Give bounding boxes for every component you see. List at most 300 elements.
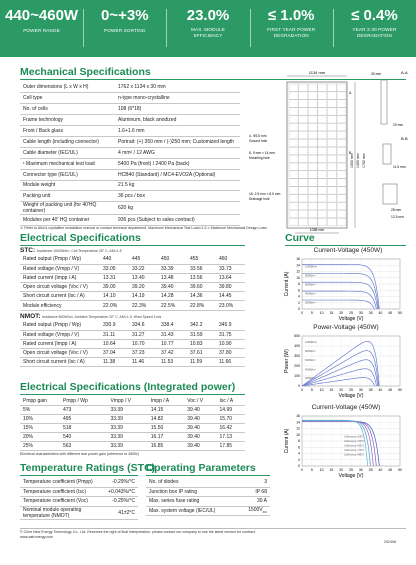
y-tick-label: 0 (298, 384, 300, 389)
cell-value: 14.36 (187, 292, 216, 301)
cell-value: 16.42 (217, 424, 245, 433)
column-header: Voc / V (184, 397, 216, 406)
x-tick-label: 30 (358, 388, 363, 392)
cell (308, 116, 317, 123)
y-tick-label: 10 (296, 275, 300, 280)
cell-value: 450 (158, 255, 187, 264)
cell-value: 39.40 (184, 433, 216, 442)
cell-value: 13.31 (100, 273, 129, 282)
table-row (20, 339, 245, 348)
cell (308, 131, 317, 138)
table-row (20, 215, 240, 226)
depth-d2: 11.5 mm (393, 165, 406, 169)
cell (289, 100, 298, 107)
pv-irradiance-chart (280, 332, 408, 402)
y-tick-label: 4 (298, 294, 300, 299)
x-tick-label: 40 (378, 468, 383, 472)
mechanical-note: ① Refer to Aiko's crystalline installation manual or contact technical department. Maximum Mechanical Test Load=1.5 × Maximum Mechanical Design Load. (20, 226, 268, 230)
row-label: Rated current (Impp / A) (20, 273, 100, 282)
row-label: Temperature coefficient (Isc) (20, 487, 100, 496)
cell-value: 14.99 (217, 406, 245, 415)
cell-value: 22.0% (100, 301, 129, 310)
chart-iv-temp-title: Current-Voltage (450W) (311, 404, 381, 411)
table-row (146, 487, 270, 496)
ground-hole-spec: 4- Φ3.5 mm (249, 134, 267, 138)
cell (327, 100, 336, 107)
cell-value: 33.39 (158, 264, 187, 273)
marker-b: B (349, 151, 352, 155)
header-value: ≤ 0.4% (351, 7, 398, 24)
header-first-year-degradation (250, 0, 333, 57)
cell-grid (289, 84, 346, 226)
section-rule (20, 394, 245, 395)
cell (308, 139, 317, 146)
mechanical-title: Mechanical Specifications (20, 66, 151, 78)
y-tick-label: 16 (296, 414, 300, 419)
x-tick-label: 15 (329, 311, 334, 315)
cell-value: 518 (60, 424, 107, 433)
cell (308, 187, 317, 194)
unit-subscript: DC (262, 509, 267, 514)
integrated-title: Electrical Specifications (Integrated power) (20, 381, 236, 393)
cell-value: 11.59 (187, 358, 216, 367)
table-row (20, 104, 240, 115)
cell-value: 33.05 (100, 264, 129, 273)
cell-value: 22.8% (187, 301, 216, 310)
y-tick-label: 16 (296, 257, 300, 262)
section-a-profile (381, 80, 387, 124)
nmot-cond-text: Irradiance 800W/m², Ambient Temperature 20° C, AM=1.5, Wind Speed 1m/s (42, 315, 162, 319)
cell-value: 17.13 (217, 433, 245, 442)
header-label: FIRST YEAR POWER DEGRADATION (267, 27, 316, 38)
x-axis-label: Voltage (V) (338, 473, 364, 479)
temp-table (20, 478, 138, 520)
cell (327, 116, 336, 123)
cell-value: 39.60 (187, 283, 216, 292)
cell (337, 155, 346, 162)
stc-label: STC: (20, 247, 36, 254)
table-row (20, 158, 240, 169)
cell (289, 92, 298, 99)
cell (327, 124, 336, 131)
cell-value: 11.66 (216, 358, 245, 367)
cell (308, 108, 317, 115)
cell (318, 155, 327, 162)
x-tick-label: 15 (329, 388, 334, 392)
cell (337, 147, 346, 154)
cell-value: 37.04 (100, 349, 129, 358)
cell (318, 147, 327, 154)
cell (337, 100, 346, 107)
cell (299, 203, 308, 210)
cell-value: 39.80 (216, 283, 245, 292)
table-row (20, 321, 245, 330)
cell (337, 195, 346, 202)
cell-value: 37.42 (158, 349, 187, 358)
cell-value: 10.77 (158, 339, 187, 348)
cell (289, 179, 298, 186)
cell-value: HCB40 (Standard) / MC4-EVO2A (Optional) (115, 169, 240, 180)
cell (337, 131, 346, 138)
module-drawing (243, 68, 413, 238)
cell-value: 31.43 (158, 330, 187, 339)
row-label: Connector type (IEC/UL) (20, 169, 115, 180)
cell (308, 195, 317, 202)
cell-value: 460 (216, 255, 245, 264)
y-tick-label: 400 (294, 344, 300, 349)
cell (299, 131, 308, 138)
row-label: Packing unit (20, 191, 115, 202)
y-axis-label: Current (A) (284, 428, 290, 454)
marker-a: A (349, 91, 352, 95)
series-label: 600W/m² (305, 283, 316, 287)
header-power-range (0, 0, 83, 57)
table-row (20, 115, 240, 126)
cell-value: 540 (60, 433, 107, 442)
header-label: POWER SORTING (104, 28, 146, 33)
cell-value: 108 (6*18) (115, 104, 240, 115)
footer-rule (20, 528, 406, 529)
row-label: Cable diameter (IEC/UL) (20, 147, 115, 158)
cell (337, 116, 346, 123)
table-header-row (20, 397, 245, 406)
cell (308, 171, 317, 178)
drainage-hole-label: Drainage hole (249, 197, 270, 201)
cell-value: 33.56 (187, 264, 216, 273)
table-row (20, 478, 138, 487)
header-value: 23.0% (186, 7, 230, 24)
x-tick-label: 10 (319, 388, 324, 392)
section-bb-label: B-B (401, 136, 408, 141)
row-label: Rated voltage (Vmpp / V) (20, 330, 100, 339)
y-axis-label: Current (A) (284, 271, 290, 297)
header-value: ≤ 1.0% (267, 7, 315, 24)
cell-value: 338.4 (158, 321, 187, 330)
cell (327, 171, 336, 178)
cell-value: 36 pcs / box (115, 191, 240, 202)
cell-value: 455 (187, 255, 216, 264)
cell-value: 15.50 (148, 424, 185, 433)
row-label: Module weight (20, 180, 115, 191)
cell-value: 37.80 (216, 349, 245, 358)
cell (289, 218, 298, 225)
cell-value: 445 (129, 255, 158, 264)
y-tick-label: 8 (298, 282, 300, 287)
cell-value: 495 (60, 415, 107, 424)
cell-value: 30 A (230, 497, 270, 506)
footer-disclaimer: © Chint New Energy Technology Co., Ltd. Reserves the right of final interpretation. please contact our company to use the latest version for contract. (20, 530, 256, 534)
cell (318, 203, 327, 210)
cell (308, 84, 317, 91)
integrated-note: Electrical characteristics with different rear power gain (reference to 450W) (20, 452, 139, 456)
cell-value: 10.64 (100, 339, 129, 348)
cell-value: 342.2 (187, 321, 216, 330)
table-row (20, 93, 240, 104)
row-label: Max. system voltage (IEC/UL) (146, 506, 230, 515)
cell (299, 92, 308, 99)
cell-value: 23.0% (216, 301, 245, 310)
height-label-3: 1762 mm (362, 153, 366, 168)
table-row (20, 441, 245, 450)
x-tick-label: 35 (368, 468, 373, 472)
series-line (302, 421, 373, 466)
cell-value: 13.56 (187, 273, 216, 282)
table-row (20, 202, 240, 215)
cell-value: 10.70 (129, 339, 158, 348)
cell (327, 139, 336, 146)
table-row (20, 283, 245, 292)
row-label: Rated output (Pmpp / Wp) (20, 255, 100, 264)
column-header: Isc / A (217, 397, 245, 406)
cell-value: 39.40 (184, 441, 216, 450)
x-tick-label: 15 (329, 468, 334, 472)
cell (299, 147, 308, 154)
series-label: Cells temp.=40°C (344, 439, 365, 443)
mounting-hole-spec: 8- 9 mm × 14 mm (249, 151, 275, 155)
row-label: Cable length (including connector) (20, 136, 115, 147)
y-tick-label: 14 (296, 263, 300, 268)
cell-value: 37.23 (129, 349, 158, 358)
series-line (302, 421, 370, 466)
y-tick-label: 4 (298, 451, 300, 456)
x-tick-label: 10 (319, 468, 324, 472)
curve-title: Curve (285, 232, 315, 244)
row-label: Short circuit current (Isc / A) (20, 358, 100, 367)
cell (327, 195, 336, 202)
x-tick-label: 25 (349, 311, 353, 315)
x-tick-label: 35 (368, 311, 373, 315)
drainage-hole-spec: 16- 2.5 mm × 8.5 mm (249, 192, 281, 196)
cell (337, 171, 346, 178)
cell-value: 39.00 (100, 283, 129, 292)
chart-pv-title: Power-Voltage (450W) (313, 324, 379, 331)
cell (308, 179, 317, 186)
cell (327, 218, 336, 225)
series-label: 600W/m² (305, 359, 316, 363)
row-label: ¹ Maximum mechanical test load (20, 158, 115, 169)
row-label: 15% (20, 424, 60, 433)
table-row (20, 136, 240, 147)
cell (318, 171, 327, 178)
x-tick-label: 30 (358, 468, 363, 472)
nmot-condition (20, 313, 161, 321)
table-row (20, 191, 240, 202)
x-tick-label: 20 (339, 388, 344, 392)
y-tick-label: 2 (298, 300, 300, 305)
cell (327, 147, 336, 154)
cell (337, 108, 346, 115)
series-label: Cells temp.=85°C (344, 453, 365, 457)
row-label: Open circuit voltage (Voc / V) (20, 283, 100, 292)
cell (327, 131, 336, 138)
x-tick-label: 50 (398, 468, 402, 472)
row-label: Junction box IP rating (146, 487, 230, 496)
section-b-profile (383, 144, 391, 164)
table-row (20, 273, 245, 282)
series-label: 800W/m² (305, 350, 316, 354)
cell (289, 163, 298, 170)
row-label: 10% (20, 415, 60, 424)
header-label: YEAR 2-30 POWER DEGRADATION (352, 27, 397, 38)
cell-value: 22.5% (158, 301, 187, 310)
row-label: Modules per 40' HQ container (20, 215, 115, 226)
y-tick-label: 200 (294, 364, 300, 369)
cell (299, 84, 308, 91)
nmot-table (20, 321, 245, 367)
cell-value: 21.5 kg (115, 180, 240, 191)
y-tick-label: 8 (298, 439, 300, 444)
row-label: Cell type (20, 93, 115, 104)
iv-irradiance-chart (280, 255, 408, 325)
table-row (20, 330, 245, 339)
cell-value: 330.9 (100, 321, 129, 330)
row-label: No. of cells (20, 104, 115, 115)
y-tick-label: 14 (296, 420, 300, 425)
cell-value: IP 68 (230, 487, 270, 496)
series-label: 1000W/m² (305, 265, 317, 269)
y-tick-label: 12 (296, 426, 300, 431)
column-header: Vmpp / V (107, 397, 147, 406)
cell (289, 155, 298, 162)
cell (308, 163, 317, 170)
cell (299, 139, 308, 146)
cell-value: 473 (60, 406, 107, 415)
cell-value: 33.22 (129, 264, 158, 273)
cell (289, 139, 298, 146)
row-label: Open circuit voltage (Voc / V) (20, 349, 100, 358)
cell (327, 187, 336, 194)
cell (318, 131, 327, 138)
series-label: Cells temp.=25°C (344, 435, 365, 439)
cell-value: $1500V_{DC}$ (230, 506, 270, 515)
cell (318, 210, 327, 217)
cell (308, 218, 317, 225)
section-rule (20, 475, 138, 476)
series-label: 1000W/m² (305, 340, 317, 344)
cell (318, 179, 327, 186)
y-tick-label: 12 (296, 269, 300, 274)
depth-d4: 12.5 mm (391, 215, 404, 219)
cell-value: 13.48 (158, 273, 187, 282)
row-label: Max. series fuse rating (146, 497, 230, 506)
x-tick-label: 5 (310, 311, 313, 315)
cell-value: 39.40 (184, 415, 216, 424)
cell-value: 14.15 (148, 406, 185, 415)
cell-value: 33.39 (107, 406, 147, 415)
header-value: 440~460W (5, 7, 79, 24)
table-row (20, 487, 138, 496)
row-label: Front / Back glass (20, 126, 115, 137)
cell (318, 92, 327, 99)
inner-label: 1058 mm (309, 228, 325, 232)
table-row (20, 264, 245, 273)
y-tick-label: 10 (296, 432, 300, 437)
series-label: 400W/m² (305, 292, 316, 296)
cell-value: 5400 Pa (front) / 2400 Pa (back) (115, 158, 240, 169)
cell (327, 179, 336, 186)
depth-d3: 28 mm (391, 208, 402, 212)
cell (337, 203, 346, 210)
cell (289, 147, 298, 154)
x-tick-label: 25 (349, 388, 353, 392)
cell (327, 210, 336, 217)
cell (299, 218, 308, 225)
header-label: MAX. MODULE EFFICIENCY (191, 27, 225, 38)
footer-website: www.astronergy.com (20, 535, 54, 539)
row-label: No. of diodes (146, 478, 230, 487)
cell (308, 210, 317, 217)
header-efficiency (166, 0, 249, 57)
cell-value: 10.83 (187, 339, 216, 348)
cell-value: 11.38 (100, 358, 129, 367)
cell (327, 163, 336, 170)
header-band (0, 0, 416, 57)
cell-value: 17.85 (217, 441, 245, 450)
cell (308, 92, 317, 99)
cell (308, 155, 317, 162)
x-tick-label: 25 (349, 468, 353, 472)
cell (299, 195, 308, 202)
x-tick-label: 20 (339, 311, 344, 315)
x-tick-label: 30 (358, 311, 363, 315)
cell (327, 108, 336, 115)
electrical-title: Electrical Specifications (20, 232, 141, 244)
stc-condition (20, 247, 122, 255)
cell-value: 563 (60, 441, 107, 450)
cell-value: 620 kg (115, 202, 240, 215)
cell (299, 163, 308, 170)
table-row (20, 358, 245, 367)
cell (318, 124, 327, 131)
depth-label: 30 mm (371, 72, 382, 76)
x-tick-label: 0 (301, 311, 303, 315)
x-tick-label: 50 (398, 311, 402, 315)
x-tick-label: 45 (388, 388, 393, 392)
column-header: Pmpp / Wp (60, 397, 107, 406)
cell-value: 39.40 (184, 424, 216, 433)
y-tick-label: 2 (298, 457, 300, 462)
cell-value: 345.9 (216, 321, 245, 330)
row-label: Temperature coefficient (Voc) (20, 497, 100, 506)
y-tick-label: 500 (294, 334, 300, 339)
cell (327, 84, 336, 91)
integrated-table (20, 397, 245, 451)
cell-value: 1762 x 1134 x 30 mm (115, 82, 240, 93)
cell (318, 100, 327, 107)
cell (337, 187, 346, 194)
cell (299, 179, 308, 186)
cell (289, 203, 298, 210)
cell (289, 187, 298, 194)
section-rule (285, 245, 406, 246)
table-row (20, 169, 240, 180)
cell-value: 936 pcs (Subject to sales contract) (115, 215, 240, 226)
cell (308, 100, 317, 107)
row-label: Short circuit current (Isc / A) (20, 292, 100, 301)
cell-value: 3 (230, 478, 270, 487)
header-label: POWER RANGE (23, 28, 60, 33)
table-row (20, 415, 245, 424)
row-label: Rated output (Pmpp / Wp) (20, 321, 100, 330)
cell-value: 440 (100, 255, 129, 264)
cell-value: 33.39 (107, 433, 147, 442)
row-label: Rated current (Impp / A) (20, 339, 100, 348)
cell-value: 39.40 (158, 283, 187, 292)
header-power-sorting (83, 0, 166, 57)
cell-value: 33.39 (107, 441, 147, 450)
cell (318, 139, 327, 146)
cell (337, 124, 346, 131)
